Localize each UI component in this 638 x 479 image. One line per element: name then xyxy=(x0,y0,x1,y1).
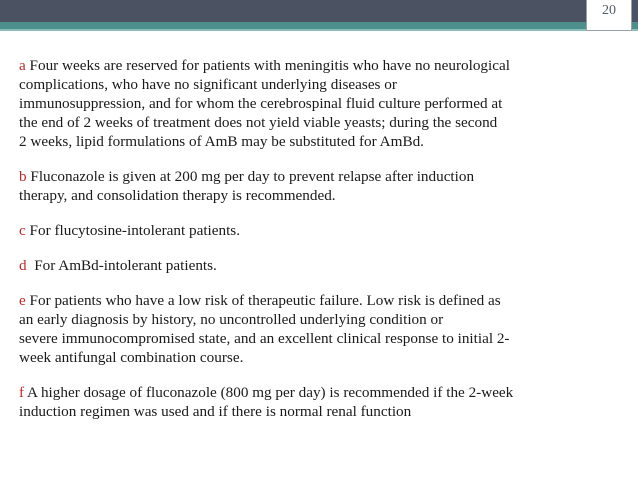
footnote-line: For AmBd-intolerant patients. xyxy=(26,257,217,274)
footnote-line: therapy, and consolidation therapy is recommended. xyxy=(19,187,336,204)
footnote-letter: f xyxy=(19,384,25,401)
footnote-line: For patients who have a low risk of therapeutic failure. Low risk is defined as xyxy=(25,292,501,309)
footnote-f xyxy=(19,383,624,421)
footnote-line: For flucytosine-intolerant patients. xyxy=(25,222,241,239)
footnote-a xyxy=(19,56,624,151)
footnote-d xyxy=(19,256,624,275)
footnote-line: the end of 2 weeks of treatment does not yield viable yeasts; during the second xyxy=(19,114,498,131)
footnote-e xyxy=(19,291,624,367)
footnote-c xyxy=(19,221,624,240)
footnotes-body xyxy=(19,56,624,437)
footnote-line: Fluconazole is given at 200 mg per day to prevent relapse after induction xyxy=(26,168,475,185)
footnote-letter: a xyxy=(19,57,26,74)
page-number-tab xyxy=(586,0,632,31)
footnote-line: induction regimen was used and if there is normal renal function xyxy=(19,403,412,420)
header-accent-stripe xyxy=(0,22,638,31)
footnote-line: immunosuppression, and for whom the cerebrospinal fluid culture performed at xyxy=(19,95,503,112)
page-number: 20 xyxy=(602,3,616,18)
footnote-line: 2 weeks, lipid formulations of AmB may be substituted for AmBd. xyxy=(19,133,424,150)
footnote-line: an early diagnosis by history, no uncontrolled underlying condition or xyxy=(19,311,444,328)
footnote-letter: e xyxy=(19,292,26,309)
footnote-line: complications, who have no significant underlying diseases or xyxy=(19,76,397,93)
footnote-line: A higher dosage of fluconazole (800 mg per day) is recommended if the 2-week xyxy=(24,384,514,401)
footnote-line: week antifungal combination course. xyxy=(19,349,244,366)
footnote-letter: b xyxy=(19,168,27,185)
footnote-line: Four weeks are reserved for patients with meningitis who have no neurological xyxy=(25,57,510,74)
footnote-line: severe immunocompromised state, and an excellent clinical response to initial 2- xyxy=(19,330,510,347)
footnote-b xyxy=(19,167,624,205)
header-bar xyxy=(0,0,638,22)
footnote-letter: c xyxy=(19,222,26,239)
footnote-letter: d xyxy=(19,257,27,274)
